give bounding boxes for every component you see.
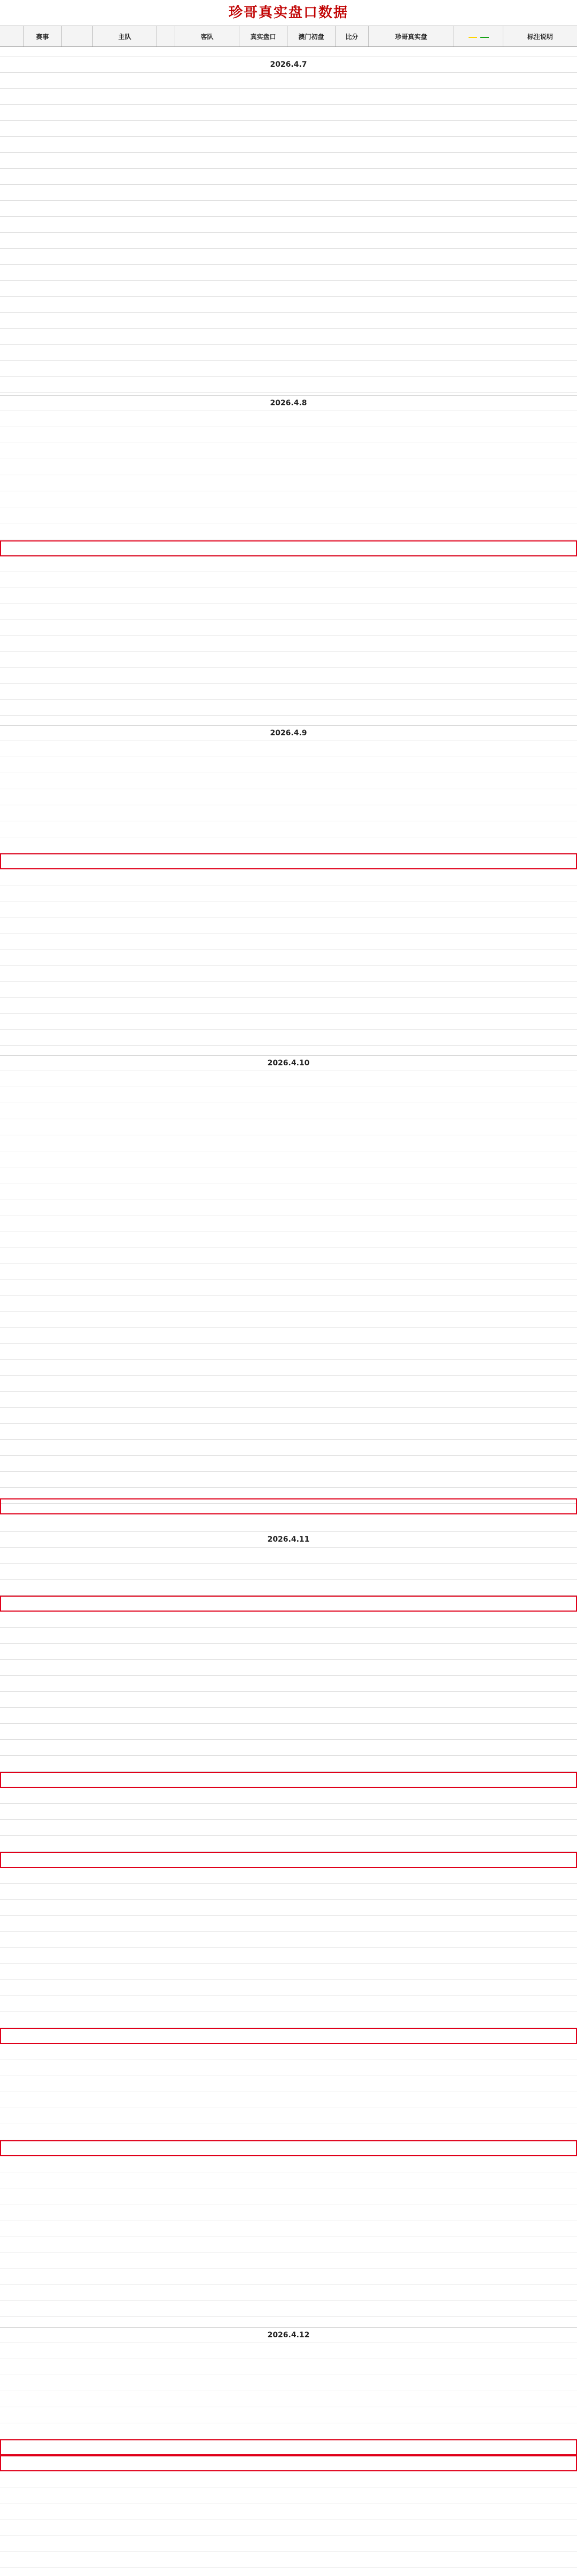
highlighted-row xyxy=(0,1772,577,1788)
table-row xyxy=(0,805,577,821)
table-row xyxy=(0,869,577,885)
header-big-small-green-chip xyxy=(480,37,489,38)
table-row xyxy=(0,2551,577,2567)
table-row xyxy=(0,619,577,635)
table-row xyxy=(0,1580,577,1596)
table-row xyxy=(0,2220,577,2236)
table-row xyxy=(0,837,577,853)
table-row xyxy=(0,2156,577,2172)
header-cell-home: 主队 xyxy=(93,26,157,46)
table-row xyxy=(0,949,577,965)
highlighted-row xyxy=(0,1498,577,1514)
table-row xyxy=(0,1900,577,1916)
table-row xyxy=(0,981,577,998)
table-row xyxy=(0,1692,577,1708)
table-row xyxy=(0,2471,577,2487)
table-row xyxy=(0,313,577,329)
table-row xyxy=(0,2124,577,2140)
table-row xyxy=(0,2284,577,2300)
table-row xyxy=(0,757,577,773)
table-row xyxy=(0,1708,577,1724)
table-row xyxy=(0,1376,577,1392)
table-row xyxy=(0,73,577,89)
header-cell-big-small xyxy=(454,26,503,46)
highlighted-row xyxy=(0,1596,577,1612)
table-row xyxy=(0,1135,577,1151)
table-row xyxy=(0,1328,577,1344)
table-row xyxy=(0,475,577,491)
table-row xyxy=(0,1408,577,1424)
header-cell-zhenge-line: 珍哥真实盘 xyxy=(369,26,454,46)
table-row xyxy=(0,1644,577,1660)
table-row xyxy=(0,2375,577,2391)
section-2026-4-11: 2026.4.11 xyxy=(0,1532,577,1548)
table-row xyxy=(0,297,577,313)
table-row xyxy=(0,2204,577,2220)
table-row xyxy=(0,1996,577,2012)
table-row xyxy=(0,1724,577,1740)
table-block-2026-4-8 xyxy=(0,411,577,716)
table-row xyxy=(0,603,577,619)
table-row xyxy=(0,201,577,217)
table-row xyxy=(0,587,577,603)
table-row xyxy=(0,901,577,917)
table-row xyxy=(0,1964,577,1980)
header-cell-macau-line: 澳门初盘 xyxy=(287,26,336,46)
table-row xyxy=(0,1424,577,1440)
header-big-small-chips xyxy=(469,37,489,38)
table-row xyxy=(0,1392,577,1408)
table-row xyxy=(0,1071,577,1087)
table-row xyxy=(0,1884,577,1900)
table-row xyxy=(0,2519,577,2535)
table-row xyxy=(0,1183,577,1199)
table-row xyxy=(0,2252,577,2268)
header-cell-league: 赛事 xyxy=(24,26,62,46)
table-row xyxy=(0,2188,577,2204)
table-row xyxy=(0,361,577,377)
table-row xyxy=(0,2407,577,2423)
table-row xyxy=(0,1231,577,1247)
table-row xyxy=(0,1440,577,1456)
table-row xyxy=(0,1980,577,1996)
table-row xyxy=(0,1868,577,1884)
table-row xyxy=(0,1103,577,1119)
table-row xyxy=(0,1311,577,1328)
table-row xyxy=(0,1472,577,1488)
table-row xyxy=(0,885,577,901)
table-row xyxy=(0,1564,577,1580)
table-row xyxy=(0,249,577,265)
highlighted-row xyxy=(0,2028,577,2044)
table-row xyxy=(0,523,577,539)
header-cell-away: 客队 xyxy=(175,26,239,46)
table-row xyxy=(0,2343,577,2359)
header-cell-score: 比分 xyxy=(336,26,369,46)
section-2026-4-8: 2026.4.8 xyxy=(0,395,577,411)
table-row xyxy=(0,491,577,507)
table-row xyxy=(0,281,577,297)
table-row xyxy=(0,2092,577,2108)
table-block-2026-4-9 xyxy=(0,741,577,1046)
table-row xyxy=(0,265,577,281)
table-row xyxy=(0,1279,577,1295)
table-row xyxy=(0,2503,577,2519)
table-row xyxy=(0,1344,577,1360)
title-bar xyxy=(0,0,577,22)
table-row xyxy=(0,121,577,137)
section-2026-4-10: 2026.4.10 xyxy=(0,1055,577,1071)
table-row xyxy=(0,169,577,185)
table-row xyxy=(0,1087,577,1103)
table-row xyxy=(0,233,577,249)
table-row xyxy=(0,773,577,789)
table-row xyxy=(0,1030,577,1046)
table-row xyxy=(0,217,577,233)
table-row xyxy=(0,1660,577,1676)
highlighted-row xyxy=(0,1852,577,1868)
table-row xyxy=(0,1456,577,1472)
table-row xyxy=(0,2076,577,2092)
table-row xyxy=(0,1756,577,1772)
table-row xyxy=(0,965,577,981)
table-row xyxy=(0,1263,577,1279)
table-row xyxy=(0,1360,577,1376)
table-row xyxy=(0,1612,577,1628)
table-row xyxy=(0,1119,577,1135)
table-row xyxy=(0,153,577,169)
table-header xyxy=(0,26,577,47)
table-row xyxy=(0,185,577,201)
highlighted-row xyxy=(0,853,577,869)
table-row xyxy=(0,1740,577,1756)
table-row xyxy=(0,2423,577,2439)
table-row xyxy=(0,2391,577,2407)
table-row xyxy=(0,137,577,153)
header-big-small-stack xyxy=(469,35,489,38)
table-row xyxy=(0,684,577,700)
table-row xyxy=(0,329,577,345)
table-row xyxy=(0,555,577,571)
table-row xyxy=(0,821,577,837)
table-row xyxy=(0,1215,577,1231)
table-row xyxy=(0,507,577,523)
table-row xyxy=(0,1199,577,1215)
section-2026-4-12: 2026.4.12 xyxy=(0,2327,577,2343)
table-row xyxy=(0,2268,577,2284)
highlighted-row xyxy=(0,2439,577,2455)
table-row xyxy=(0,1167,577,1183)
table-row xyxy=(0,2172,577,2188)
table-row xyxy=(0,1788,577,1804)
table-row xyxy=(0,1916,577,1932)
table-row xyxy=(0,2300,577,2316)
table-row xyxy=(0,933,577,949)
table-block-2026-4-10 xyxy=(0,1071,577,1504)
header-cell-real-line: 真实盘口 xyxy=(239,26,287,46)
table-row xyxy=(0,2487,577,2503)
table-row xyxy=(0,105,577,121)
highlighted-row xyxy=(0,2140,577,2156)
table-row xyxy=(0,700,577,716)
table-row xyxy=(0,635,577,651)
table-row xyxy=(0,459,577,475)
table-row xyxy=(0,651,577,667)
header-cell-time xyxy=(62,26,93,46)
table-row xyxy=(0,571,577,587)
table-row xyxy=(0,2012,577,2028)
section-2026-4-9: 2026.4.9 xyxy=(0,725,577,741)
table-row xyxy=(0,917,577,933)
table-block-2026-4-7 xyxy=(0,73,577,393)
table-row xyxy=(0,2236,577,2252)
header-big-small-yellow-chip xyxy=(469,37,477,38)
table-row xyxy=(0,1948,577,1964)
header-cell-notes: 标注说明 xyxy=(527,33,553,41)
table-row xyxy=(0,667,577,684)
table-row xyxy=(0,1151,577,1167)
table-row xyxy=(0,1932,577,1948)
table-row xyxy=(0,427,577,443)
header-cell-vs xyxy=(157,26,175,46)
table-row xyxy=(0,789,577,805)
table-row xyxy=(0,1247,577,1263)
table-row xyxy=(0,345,577,361)
table-row xyxy=(0,1628,577,1644)
table-row xyxy=(0,377,577,393)
page-title: 珍哥真实盘口数据 xyxy=(228,4,348,21)
table-row xyxy=(0,1836,577,1852)
table-row xyxy=(0,1804,577,1820)
table-row xyxy=(0,1295,577,1311)
table-row xyxy=(0,2108,577,2124)
table-row xyxy=(0,411,577,427)
table-row xyxy=(0,1820,577,1836)
highlighted-row xyxy=(0,540,577,556)
table-row xyxy=(0,1014,577,1030)
section-2026-4-7: 2026.4.7 xyxy=(0,57,577,73)
table-row xyxy=(0,2060,577,2076)
highlighted-row xyxy=(0,2455,577,2471)
table-row xyxy=(0,2044,577,2060)
table-row xyxy=(0,89,577,105)
table-row xyxy=(0,1548,577,1564)
table-block-2026-4-11 xyxy=(0,1548,577,2316)
table-row xyxy=(0,443,577,459)
table-row xyxy=(0,2359,577,2375)
table-row xyxy=(0,998,577,1014)
header-cell-index xyxy=(0,26,24,46)
table-row xyxy=(0,1676,577,1692)
table-row xyxy=(0,741,577,757)
table-row xyxy=(0,2535,577,2551)
